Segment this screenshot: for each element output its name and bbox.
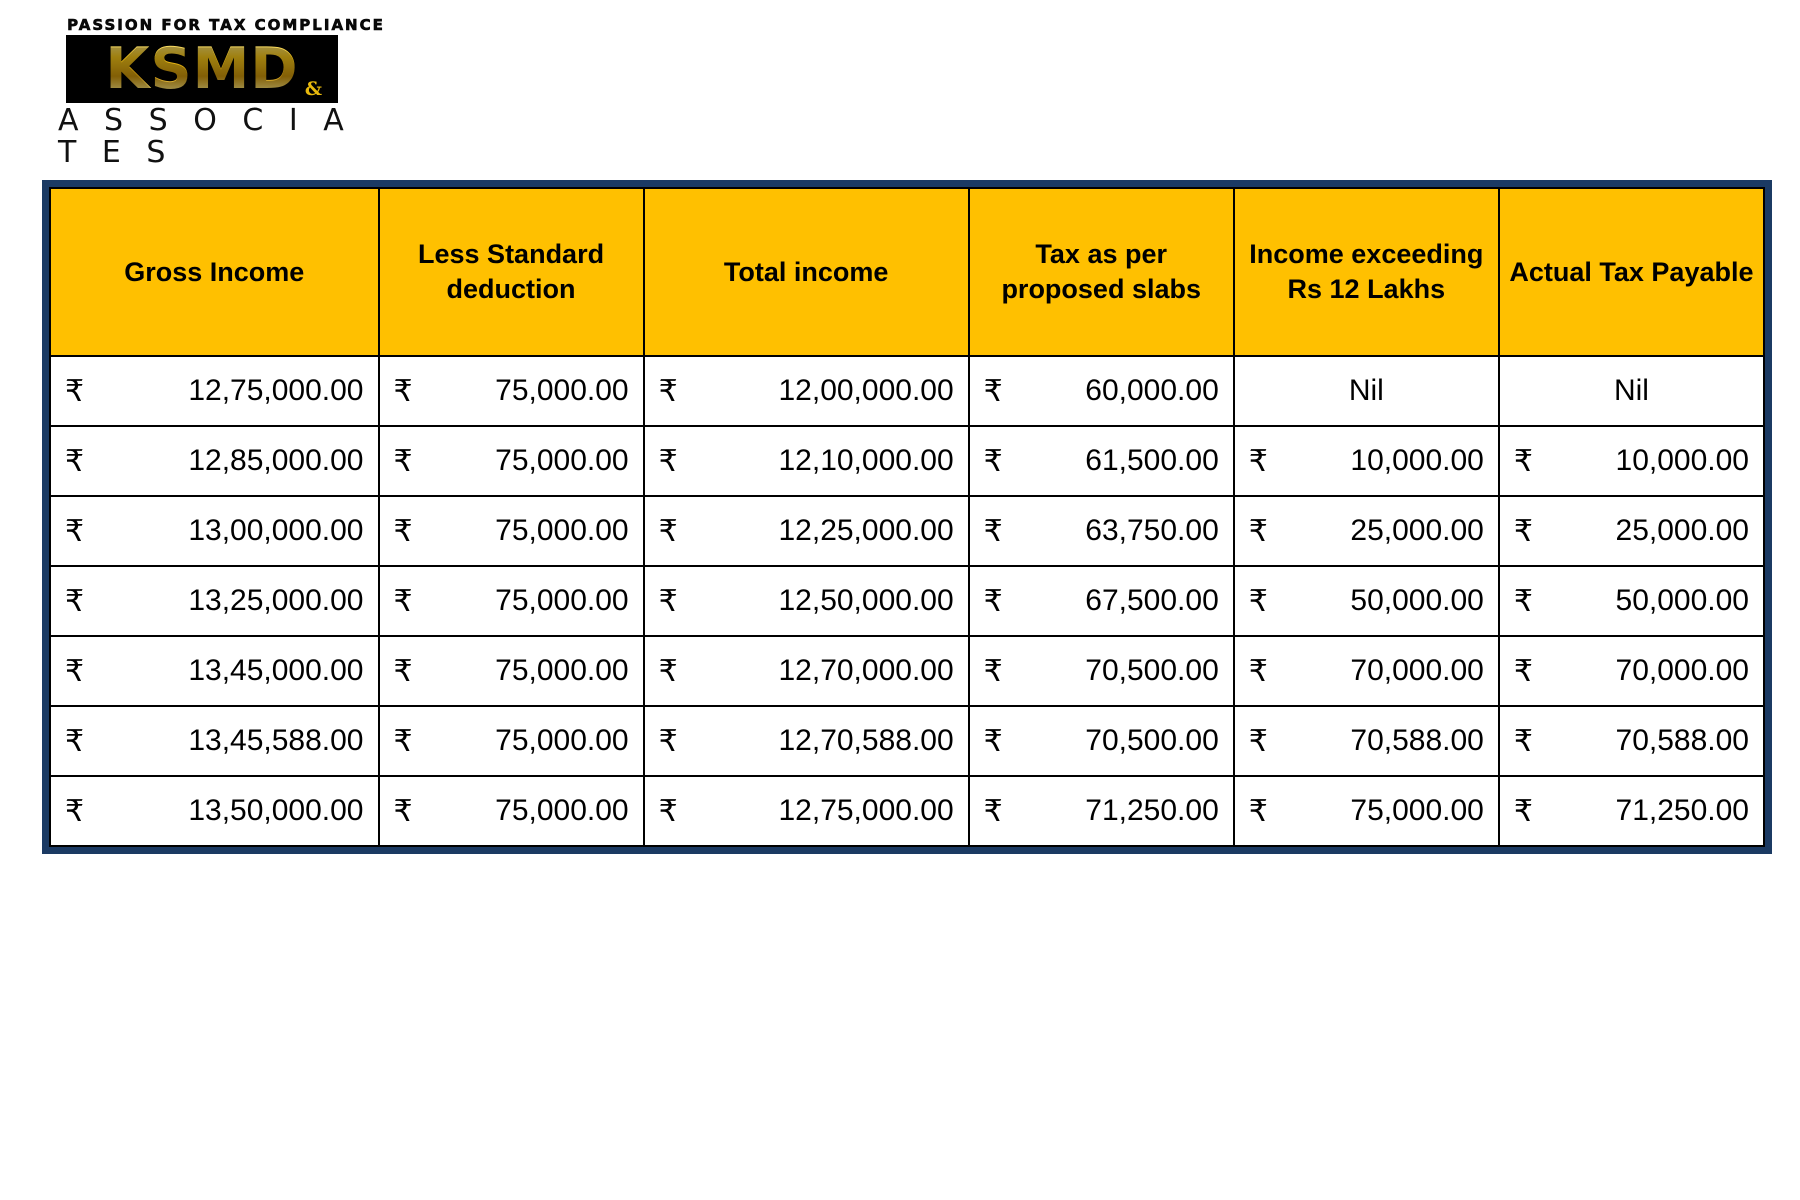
amount-value: 63,750.00	[1085, 513, 1219, 547]
rupee-icon: ₹	[65, 794, 85, 828]
amount-value: 12,75,000.00	[778, 793, 954, 827]
cell-income-exceeding	[1234, 566, 1499, 636]
rupee-icon: ₹	[393, 514, 413, 548]
logo-tagline: PASSION FOR TAX COMPLIANCE	[67, 16, 385, 34]
cell-total-income	[644, 706, 969, 776]
cell-gross-income	[50, 426, 379, 496]
column-header-gross-income: Gross Income	[50, 188, 379, 356]
cell-standard-deduction	[379, 426, 644, 496]
table-row	[50, 706, 1764, 776]
amount-value: 75,000.00	[495, 723, 629, 757]
amount-value: 12,10,000.00	[778, 443, 954, 477]
rupee-icon: ₹	[658, 584, 678, 618]
cell-actual-tax-payable	[1499, 706, 1764, 776]
column-header-actual-tax-payable: Actual Tax Payable	[1499, 188, 1764, 356]
cell-gross-income	[50, 776, 379, 846]
rupee-icon: ₹	[1248, 654, 1268, 688]
rupee-icon: ₹	[658, 794, 678, 828]
amount-value: 12,85,000.00	[188, 443, 364, 477]
cell-tax-proposed-slabs	[969, 426, 1234, 496]
rupee-icon: ₹	[1513, 724, 1533, 758]
amount-value: 75,000.00	[495, 793, 629, 827]
amount-value: 12,70,588.00	[778, 723, 954, 757]
rupee-icon: ₹	[65, 724, 85, 758]
rupee-icon: ₹	[983, 794, 1003, 828]
amount-value: 13,00,000.00	[188, 513, 364, 547]
amount-value: 13,50,000.00	[188, 793, 364, 827]
rupee-icon: ₹	[1513, 794, 1533, 828]
rupee-icon: ₹	[65, 584, 85, 618]
rupee-icon: ₹	[1248, 794, 1268, 828]
logo-mark-box	[66, 35, 338, 103]
amount-value: 12,70,000.00	[778, 653, 954, 687]
logo-ampersand: &	[304, 78, 322, 100]
table-row	[50, 636, 1764, 706]
cell-standard-deduction	[379, 706, 644, 776]
table-row	[50, 356, 1764, 426]
rupee-icon: ₹	[65, 514, 85, 548]
table-row	[50, 426, 1764, 496]
amount-value: 70,000.00	[1615, 653, 1749, 687]
tax-table-frame	[42, 180, 1772, 854]
amount-value: 70,500.00	[1085, 723, 1219, 757]
table-body	[50, 356, 1764, 846]
amount-value: 67,500.00	[1085, 583, 1219, 617]
cell-tax-proposed-slabs	[969, 496, 1234, 566]
rupee-icon: ₹	[1513, 654, 1533, 688]
rupee-icon: ₹	[393, 794, 413, 828]
cell-total-income	[644, 566, 969, 636]
amount-value: 75,000.00	[495, 583, 629, 617]
rupee-icon: ₹	[1248, 584, 1268, 618]
cell-actual-tax-payable	[1499, 566, 1764, 636]
rupee-icon: ₹	[1248, 444, 1268, 478]
amount-value: 12,00,000.00	[778, 373, 954, 407]
cell-actual-tax-payable	[1499, 636, 1764, 706]
rupee-icon: ₹	[983, 724, 1003, 758]
rupee-icon: ₹	[658, 444, 678, 478]
rupee-icon: ₹	[658, 654, 678, 688]
amount-value: 61,500.00	[1085, 443, 1219, 477]
cell-total-income	[644, 776, 969, 846]
cell-income-exceeding: Nil	[1234, 356, 1499, 426]
cell-gross-income	[50, 636, 379, 706]
company-logo	[58, 18, 388, 168]
cell-standard-deduction	[379, 356, 644, 426]
amount-value: 75,000.00	[495, 653, 629, 687]
table-header-row	[50, 188, 1764, 356]
rupee-icon: ₹	[1513, 444, 1533, 478]
cell-standard-deduction	[379, 776, 644, 846]
column-header-tax-proposed-slabs: Tax as per proposed slabs	[969, 188, 1234, 356]
rupee-icon: ₹	[1248, 514, 1268, 548]
amount-value: 60,000.00	[1085, 373, 1219, 407]
rupee-icon: ₹	[983, 444, 1003, 478]
cell-actual-tax-payable: Nil	[1499, 356, 1764, 426]
cell-actual-tax-payable	[1499, 776, 1764, 846]
rupee-icon: ₹	[65, 444, 85, 478]
table-row	[50, 566, 1764, 636]
amount-value: 13,25,000.00	[188, 583, 364, 617]
amount-value: 50,000.00	[1615, 583, 1749, 617]
cell-tax-proposed-slabs	[969, 776, 1234, 846]
cell-tax-proposed-slabs	[969, 566, 1234, 636]
cell-gross-income	[50, 496, 379, 566]
column-header-total-income: Total income	[644, 188, 969, 356]
rupee-icon: ₹	[393, 654, 413, 688]
rupee-icon: ₹	[65, 374, 85, 408]
amount-value: 70,000.00	[1350, 653, 1484, 687]
amount-value: 25,000.00	[1350, 513, 1484, 547]
amount-value: 50,000.00	[1350, 583, 1484, 617]
cell-tax-proposed-slabs	[969, 356, 1234, 426]
rupee-icon: ₹	[1513, 514, 1533, 548]
amount-value: 12,50,000.00	[778, 583, 954, 617]
cell-tax-proposed-slabs	[969, 706, 1234, 776]
table-header	[50, 188, 1764, 356]
cell-gross-income	[50, 356, 379, 426]
rupee-icon: ₹	[393, 584, 413, 618]
table-row	[50, 496, 1764, 566]
rupee-icon: ₹	[983, 374, 1003, 408]
amount-value: 70,500.00	[1085, 653, 1219, 687]
column-header-income-exceeding: Income exceeding Rs 12 Lakhs	[1234, 188, 1499, 356]
cell-total-income	[644, 356, 969, 426]
rupee-icon: ₹	[1513, 584, 1533, 618]
amount-value: 12,25,000.00	[778, 513, 954, 547]
rupee-icon: ₹	[658, 514, 678, 548]
amount-value: 75,000.00	[495, 443, 629, 477]
cell-gross-income	[50, 706, 379, 776]
rupee-icon: ₹	[983, 514, 1003, 548]
amount-value: 10,000.00	[1350, 443, 1484, 477]
tax-comparison-table	[49, 187, 1765, 847]
amount-value: 75,000.00	[1350, 793, 1484, 827]
cell-standard-deduction	[379, 496, 644, 566]
cell-actual-tax-payable	[1499, 426, 1764, 496]
amount-value: 75,000.00	[495, 373, 629, 407]
rupee-icon: ₹	[65, 654, 85, 688]
logo-subtitle: A S S O C I A T E S	[58, 103, 352, 170]
rupee-icon: ₹	[983, 654, 1003, 688]
amount-value: 70,588.00	[1350, 723, 1484, 757]
cell-income-exceeding	[1234, 636, 1499, 706]
cell-income-exceeding	[1234, 776, 1499, 846]
cell-tax-proposed-slabs	[969, 636, 1234, 706]
cell-standard-deduction	[379, 636, 644, 706]
rupee-icon: ₹	[1248, 724, 1268, 758]
cell-income-exceeding	[1234, 426, 1499, 496]
cell-standard-deduction	[379, 566, 644, 636]
amount-value: 75,000.00	[495, 513, 629, 547]
cell-income-exceeding	[1234, 706, 1499, 776]
amount-value: 13,45,000.00	[188, 653, 364, 687]
table-row	[50, 776, 1764, 846]
rupee-icon: ₹	[658, 374, 678, 408]
cell-actual-tax-payable	[1499, 496, 1764, 566]
rupee-icon: ₹	[658, 724, 678, 758]
cell-total-income	[644, 636, 969, 706]
column-header-standard-deduction: Less Standard deduction	[379, 188, 644, 356]
rupee-icon: ₹	[393, 724, 413, 758]
amount-value: 10,000.00	[1615, 443, 1749, 477]
amount-value: 71,250.00	[1085, 793, 1219, 827]
amount-value: 25,000.00	[1615, 513, 1749, 547]
cell-income-exceeding	[1234, 496, 1499, 566]
rupee-icon: ₹	[983, 584, 1003, 618]
amount-value: 13,45,588.00	[188, 723, 364, 757]
amount-value: 71,250.00	[1615, 793, 1749, 827]
cell-gross-income	[50, 566, 379, 636]
amount-value: 70,588.00	[1615, 723, 1749, 757]
rupee-icon: ₹	[393, 444, 413, 478]
rupee-icon: ₹	[393, 374, 413, 408]
cell-total-income	[644, 496, 969, 566]
logo-mark-text: KSMD	[101, 41, 302, 98]
amount-value: 12,75,000.00	[188, 373, 364, 407]
cell-total-income	[644, 426, 969, 496]
